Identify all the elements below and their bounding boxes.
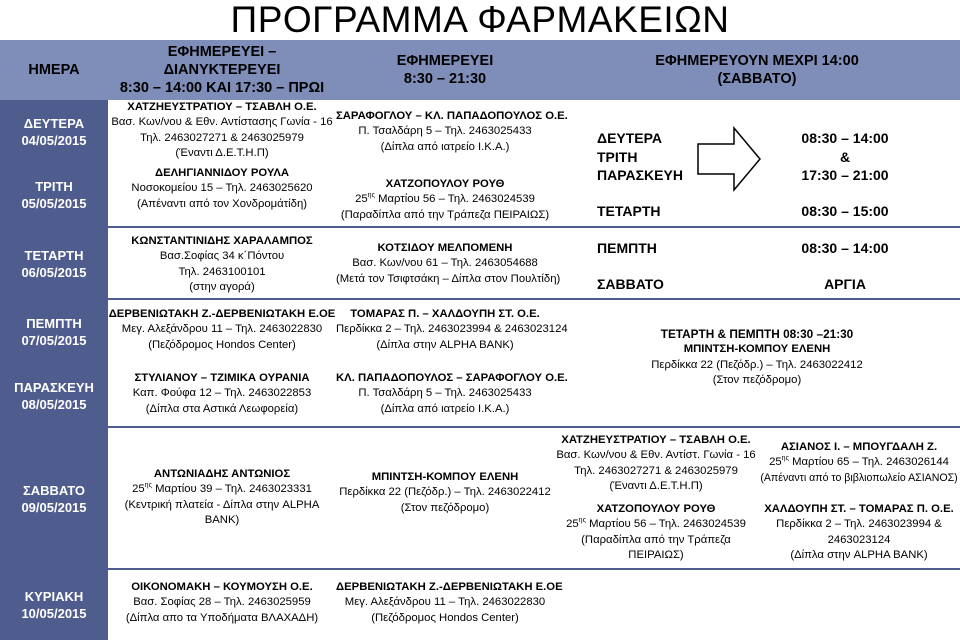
- pharmacy-address: Νοσοκομείου 15 – Τηλ. 2463025620: [131, 182, 313, 195]
- schedule-monday: ΔΕΥΤΕΡΑ: [597, 130, 663, 146]
- pharmacy-note: (Πεζόδρομος Hondos Center): [148, 338, 296, 351]
- pharmacy-name: ΧΑΤΖΗΕΥΣΤΡΑΤΙΟΥ – ΤΣΑΒΛΗ Ο.Ε.: [561, 434, 751, 446]
- day-name: ΔΕΥΤΕΡΑ: [23, 115, 85, 131]
- day-wednesday: [0, 227, 108, 300]
- pharmacy-name: ΔΕΡΒΕΝΙΩΤΑΚΗ Ζ.-ΔΕΡΒΕΝΙΩΤΑΚΗ Ε.ΟΕ: [336, 581, 563, 593]
- day-thursday: [0, 300, 108, 364]
- schedule-wednesday: ΤΕΤΑΡΤΗ: [597, 203, 661, 219]
- pharmacy-name: ΣΤΥΛΙΑΝΟΥ – ΤΖΙΜΙΚΑ ΟΥΡΑΝΙΑ: [134, 372, 310, 384]
- pharmacy-name: ΑΝΤΩΝΙΑΔΗΣ ΑΝΤΩΝΙΟΣ: [153, 468, 291, 480]
- day-name: ΣΑΒΒΑΤΟ: [22, 483, 86, 498]
- pharmacy-name: ΧΑΛΔΟΥΠΗ ΣΤ. – ΤΟΜΑΡΑΣ Π. Ο.Ε.: [764, 503, 954, 515]
- pharmacy-phone: Τηλ. 2463027271 & 2463025979: [140, 131, 304, 144]
- pharmacy-sat-b: [554, 502, 758, 563]
- pharmacy-address: Π. Τσαλδάρη 5 – Τηλ. 2463025433: [358, 387, 532, 400]
- header-saturday: [554, 40, 960, 100]
- address-rest: Μαρτίου 56 – Τηλ. 2463024539: [374, 193, 535, 206]
- header-day-label: ΗΜΕΡΑ: [28, 62, 80, 78]
- day-date: 09/05/2015: [21, 500, 87, 515]
- pharmacy-note: (Δίπλα στα Αστικά Λεωφορεία): [145, 402, 299, 415]
- pharmacy-note: (Δίπλα από ιατρείο Ι.Κ.Α.): [380, 402, 510, 415]
- pharmacy-note: (Δίπλα στην ALPHA BANK): [790, 548, 928, 561]
- day-name: ΠΑΡΑΣΚΕΥΗ: [14, 380, 94, 395]
- header-day: [0, 40, 108, 100]
- address-rest: Μαρτίου 39 – Τηλ. 2463023331: [151, 483, 312, 496]
- day-date: 06/05/2015: [21, 264, 87, 280]
- pharmacy-name: ΔΕΛΗΓΙΑΝΝΙΔΟΥ ΡΟΥΛΑ: [154, 167, 290, 179]
- schedule-amp: &: [839, 149, 851, 165]
- schedule-saturday: ΣΑΒΒΑΤΟ: [597, 276, 664, 292]
- pharmacy-wed-night: [108, 234, 336, 295]
- header-sat-line1: ΕΦΗΜΕΡΕΥΟΥΝ ΜΕΧΡΙ 14:00: [655, 53, 859, 69]
- pharmacy-tue-night: [108, 166, 336, 212]
- day-friday: [0, 364, 108, 428]
- address-number: 25: [566, 518, 579, 531]
- row-divider: [108, 226, 960, 228]
- pharmacy-address: Βασ. Κων/νου & Εθν. Αντίστ. Γωνία - 16: [556, 449, 756, 462]
- pharmacy-note: (Μετά τον Τσιφτσάκη – Δίπλα στον Πουλτίδη): [336, 272, 561, 285]
- pharmacy-sun-night: [108, 580, 336, 626]
- pharmacy-note: (στην αγορά): [189, 280, 255, 293]
- day-date: 07/05/2015: [21, 333, 87, 348]
- day-sunday: [0, 570, 108, 640]
- pharmacy-phone: Τηλ. 2463027271 & 2463025979: [574, 464, 738, 477]
- pharmacy-address: Βασ.Σοφίας 34 κ΄Πόντου: [159, 250, 285, 263]
- day-tuesday: [0, 163, 108, 227]
- pharmacy-address: Περδίκκα 2 – Τηλ. 2463023994 & 2463023124: [336, 323, 568, 336]
- row-divider: [108, 298, 960, 300]
- pharmacy-wed-thu-extra: [554, 327, 960, 388]
- pharmacy-name: ΣΑΡΑΦΟΓΛΟΥ – ΚΛ. ΠΑΠΑΔΟΠΟΥΛΟΣ Ο.Ε.: [336, 110, 568, 122]
- address-number: 25: [355, 193, 368, 206]
- pharmacy-note: (Δίπλα στην ALPHA BANK): [376, 338, 514, 351]
- day-name: ΚΥΡΙΑΚΗ: [24, 589, 84, 604]
- day-name: ΤΕΤΑΡΤΗ: [24, 247, 84, 263]
- pharmacy-name: ΚΩΝΣΤΑΝΤΙΝΙΔΗΣ ΧΑΡΑΛΑΜΠΟΣ: [131, 235, 313, 247]
- day-saturday: [0, 428, 108, 570]
- pharmacy-note: (Απέναντι από το βιβλιοπωλείο ΑΣΙΑΝΟΣ): [760, 471, 958, 484]
- pharmacy-sat-c: [758, 440, 960, 486]
- pharmacy-address: Βασ. Κων/νου & Εθν. Αντίστασης Γωνία - 16: [111, 116, 333, 129]
- ordinal-suffix: ης: [144, 482, 152, 490]
- pharmacy-name: ΟΙΚΟΝΟΜΑΚΗ – ΚΟΥΜΟΥΣΗ Ο.Ε.: [131, 581, 313, 593]
- schedule-time-morning: 08:30 – 14:00: [801, 130, 889, 146]
- pharmacy-wed-day: [336, 241, 561, 287]
- pharmacy-note-cont: BANK): [204, 513, 240, 526]
- row-divider: [108, 426, 960, 428]
- pharmacy-name: ΚΛ. ΠΑΠΑΔΟΠΟΥΛΟΣ – ΣΑΡΑΦΟΓΛΟΥ Ο.Ε.: [336, 372, 568, 384]
- pharmacy-address: Μεγ. Αλεξάνδρου 11 – Τηλ. 2463022830: [344, 596, 546, 609]
- header-night-line2: 8:30 – 14:00 ΚΑΙ 17:30 – ΠΡΩΙ: [119, 80, 325, 96]
- address-rest: Μαρτίου 65 – Τηλ. 2463026144: [788, 456, 949, 469]
- pharmacy-tue-day: [336, 177, 554, 223]
- header-sat-line2: (ΣΑΒΒΑΤΟ): [717, 71, 797, 87]
- day-date: 05/05/2015: [21, 196, 87, 211]
- pharmacy-phone: 2463023124: [827, 533, 891, 546]
- pharmacy-address: [758, 455, 960, 470]
- pharmacy-note: (Δίπλα απο τα Υποδήματα ΒΛΑΧΑΔΗ): [125, 611, 319, 624]
- pharmacy-note-cont: ΠΕΙΡΑΙΩΣ): [628, 548, 684, 561]
- pharmacy-address: Περδίκκα 22 (Πεζόδρ.) – Τηλ. 2463022412: [339, 486, 551, 499]
- address-number: 25: [132, 483, 145, 496]
- pharmacy-sat-day: [336, 470, 554, 516]
- day-name: ΤΡΙΤΗ: [35, 179, 73, 194]
- pharmacy-address: [554, 517, 758, 532]
- page-title: ΠΡΟΓΡΑΜΜΑ ΦΑΡΜΑΚΕΙΩΝ: [230, 0, 730, 40]
- pharmacy-fri-day: [336, 371, 568, 417]
- pharmacy-address: Βασ. Κων/νου 61 – Τηλ. 2463054688: [352, 257, 538, 270]
- row-divider: [108, 568, 960, 570]
- pharmacy-name: ΑΣΙΑΝΟΣ Ι. – ΜΠΟΥΓΔΑΛΗ Ζ.: [780, 441, 938, 453]
- pharmacy-fri-night: [108, 371, 336, 417]
- pharmacy-name: ΔΕΡΒΕΝΙΩΤΑΚΗ Ζ.-ΔΕΡΒΕΝΙΩΤΑΚΗ Ε.ΟΕ: [108, 308, 336, 320]
- address-number: 25: [769, 456, 782, 469]
- extra-title: ΤΕΤΑΡΤΗ & ΠΕΜΠΤΗ 08:30 –21:30: [660, 327, 854, 341]
- pharmacy-note: (Έναντι Δ.Ε.Τ.Η.Π): [609, 479, 703, 492]
- pharmacy-address: Π. Τσαλδάρη 5 – Τηλ. 2463025433: [358, 125, 532, 138]
- header-night-line1: ΕΦΗΜΕΡΕΥΕΙ – ΔΙΑΝΥΚΤΕΡΕΥΕΙ: [163, 44, 281, 78]
- pharmacy-name: ΧΑΤΖΟΠΟΥΛΟΥ ΡΟΥΘ: [596, 503, 716, 515]
- pharmacy-sat-d: [758, 502, 960, 563]
- pharmacy-address: Περδίκκα 22 (Πεζόδρ.) – Τηλ. 2463022412: [651, 358, 863, 371]
- day-name: ΠΕΜΠΤΗ: [26, 316, 82, 331]
- schedule-time-saturday: ΑΡΓΙΑ: [824, 276, 866, 292]
- pharmacy-note: (Απέναντι από τον Χονδρομάτίδη): [137, 197, 307, 210]
- pharmacy-address: Καπ. Φούφα 12 – Τηλ. 2463022853: [132, 387, 312, 400]
- pharmacy-thu-night: [108, 307, 336, 353]
- pharmacy-note: (Παραδίπλα από την Τράπεζα: [581, 533, 731, 546]
- pharmacy-note: (Στον πεζόδρομο): [712, 373, 802, 386]
- pharmacy-note: (Πεζόδρομος Hondos Center): [371, 611, 519, 624]
- day-monday: [0, 100, 108, 163]
- ordinal-suffix: ης: [781, 455, 789, 463]
- pharmacy-note: (Κεντρική πλατεία - Δίπλα στην ALPHA: [124, 498, 320, 511]
- pharmacy-address: Μεγ. Αλεξάνδρου 11 – Τηλ. 2463022830: [121, 323, 323, 336]
- pharmacy-name: ΧΑΤΖΟΠΟΥΛΟΥ ΡΟΥΘ: [385, 178, 505, 190]
- pharmacy-name: ΜΠΙΝΤΣΗ-ΚΟΜΠΟΥ ΕΛΕΝΗ: [683, 343, 831, 356]
- pharmacy-note: (Έναντι Δ.Ε.Τ.Η.Π): [175, 146, 269, 159]
- pharmacy-sat-a: [554, 433, 758, 494]
- header-day-line2: 8:30 – 21:30: [403, 71, 487, 87]
- schedule-time-thursday: 08:30 – 14:00: [801, 240, 889, 256]
- pharmacy-name: ΤΟΜΑΡΑΣ Π. – ΧΑΛΔΟΥΠΗ ΣΤ. Ο.Ε.: [350, 308, 540, 320]
- pharmacy-address: Βασ. Σοφίας 28 – Τηλ. 2463025959: [133, 596, 311, 609]
- day-date: 08/05/2015: [21, 397, 87, 412]
- header-day-duty: [336, 40, 554, 100]
- schedule-time-wednesday: 08:30 – 15:00: [801, 203, 889, 219]
- pharmacy-sun-day: [336, 580, 563, 626]
- pharmacy-note: (Παραδίπλα από την Τράπεζα ΠΕΙΡΑΙΩΣ): [340, 208, 550, 221]
- pharmacy-phone: Τηλ. 2463100101: [178, 265, 266, 278]
- pharmacy-address: [108, 482, 336, 497]
- pharmacy-name: ΧΑΤΖΗΕΥΣΤΡΑΤΙΟΥ – ΤΣΑΒΛΗ Ο.Ε.: [127, 101, 317, 113]
- pharmacy-note: (Στον πεζόδρομο): [400, 501, 490, 514]
- pharmacy-mon-day: [336, 109, 568, 155]
- pharmacy-sat-night: [108, 467, 336, 528]
- pharmacy-note: (Δίπλα από ιατρείο Ι.Κ.Α.): [380, 140, 510, 153]
- ordinal-suffix: ης: [578, 517, 586, 525]
- day-date: 10/05/2015: [21, 606, 87, 621]
- schedule-thursday: ΠΕΜΠΤΗ: [597, 240, 657, 256]
- pharmacy-name: ΜΠΙΝΤΣΗ-ΚΟΜΠΟΥ ΕΛΕΝΗ: [371, 471, 519, 483]
- ordinal-suffix: ης: [367, 192, 375, 200]
- address-rest: Μαρτίου 56 – Τηλ. 2463024539: [585, 518, 746, 531]
- schedule-time-evening: 17:30 – 21:00: [801, 167, 889, 183]
- schedule-tuesday: ΤΡΙΤΗ: [597, 149, 638, 165]
- pharmacy-thu-day: [336, 307, 568, 353]
- header-night: [108, 40, 336, 100]
- pharmacy-mon-night: [108, 100, 336, 161]
- pharmacy-address: Περδίκκα 2 – Τηλ. 2463023994 &: [776, 518, 942, 531]
- pharmacy-address: [336, 192, 554, 207]
- arrow-right-icon: [696, 124, 764, 194]
- header-day-line1: ΕΦΗΜΕΡΕΥΕΙ: [396, 53, 494, 69]
- pharmacy-name: ΚΟΤΣΙΔΟΥ ΜΕΛΠΟΜΕΝΗ: [377, 242, 513, 254]
- schedule-friday: ΠΑΡΑΣΚΕΥΗ: [597, 167, 683, 183]
- day-date: 04/05/2015: [21, 132, 87, 148]
